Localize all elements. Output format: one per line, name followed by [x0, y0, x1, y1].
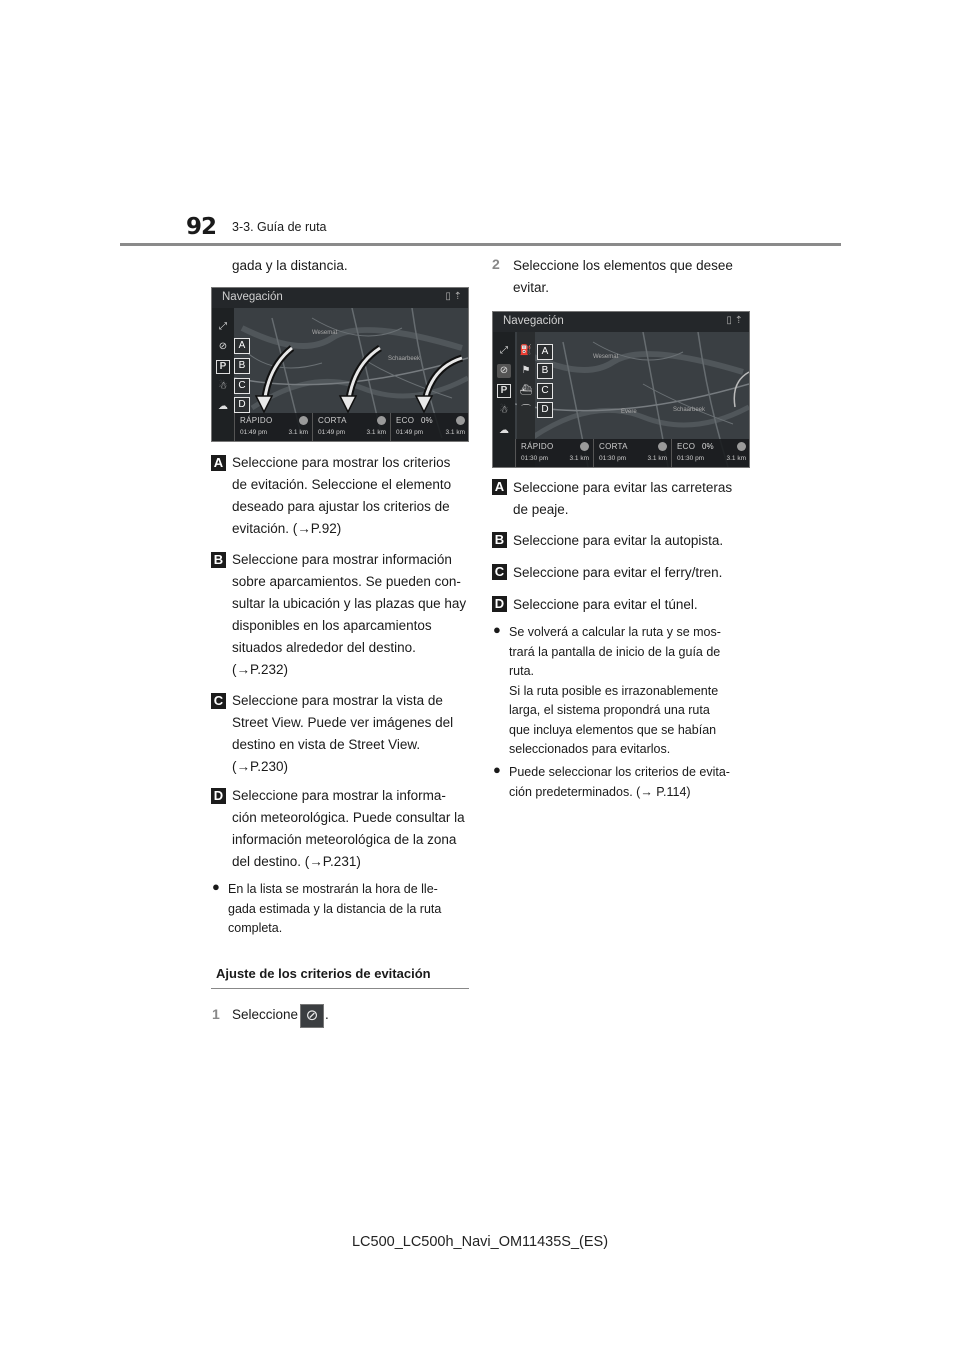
route-option-short[interactable] [593, 439, 671, 467]
route-distance: 3.1 km [445, 429, 465, 436]
route-time: 01:30 pm [677, 455, 705, 462]
motorway-icon[interactable]: ⚑ [521, 365, 531, 376]
document-footer: LC500_LC500h_Navi_OM11435S_(ES) [351, 1234, 609, 1250]
avoid-icon[interactable]: ⊘ [497, 364, 511, 378]
route-name: CORTA [599, 442, 628, 451]
route-icon [580, 442, 589, 451]
ferry-icon[interactable]: ⛴ [519, 385, 533, 396]
item-letter-a: A [211, 455, 226, 471]
toll-road-icon[interactable]: ⛽ [519, 345, 533, 356]
route-option-eco[interactable] [671, 439, 750, 467]
intro-text: gada y la distancia. [232, 258, 348, 273]
route-name: ECO [396, 416, 415, 425]
step-text: Seleccione [232, 1007, 299, 1022]
screen-title: Navegación [503, 315, 564, 327]
subheading: Ajuste de los criterios de evitación [216, 966, 431, 981]
item-text-b: Seleccione para evitar la autopista. [513, 533, 724, 548]
item-letter-b: B [211, 552, 226, 568]
map-town-label: Schaarbeek [388, 356, 421, 362]
bullet-text: Se volverá a calcular la ruta y se mos- trará la pantalla de inicio de la guía de ruta. Si la ruta posible es irrazonablemente larga, el sistema propondrá una ruta que incluya elementos que se habían seleccionados para evitarlos. [509, 625, 721, 756]
route-name: CORTA [318, 416, 347, 425]
screen-sidebar [493, 332, 515, 467]
callout-c: C [234, 378, 250, 394]
route-time: 01:30 pm [521, 455, 549, 462]
callout-c: C [537, 383, 553, 399]
step-text: Seleccione los elementos que desee evitar. [513, 258, 733, 295]
page-number: 92 [186, 214, 217, 240]
route-distance: 3.1 km [569, 455, 589, 462]
route-time: 01:30 pm [599, 455, 627, 462]
item-letter-d: D [492, 596, 507, 612]
bullet-text: Puede seleccionar los criterios de evita- ción predeterminados. (→ P.114) [509, 765, 730, 799]
avoid-button-icon: ⊘ [300, 1004, 324, 1028]
map-town-label: Schaarbeek [673, 407, 706, 413]
section-title: 3-3. Guía de ruta [232, 220, 327, 234]
nav-screen-left [211, 287, 469, 442]
parking-icon[interactable]: P [497, 384, 511, 398]
map-town-label: Wesemat [593, 354, 619, 360]
route-option-short[interactable] [312, 413, 390, 441]
route-option-eco[interactable] [390, 413, 469, 441]
signal-icon: ▯ ⇡ [726, 315, 743, 326]
route-icon [737, 442, 746, 451]
callout-b: B [537, 363, 553, 379]
tunnel-icon[interactable]: ⌒ [521, 405, 531, 416]
route-time: 01:49 pm [240, 429, 268, 436]
item-letter-d: D [211, 788, 226, 804]
screen-sidebar [212, 308, 234, 441]
weather-icon[interactable]: ☁ [499, 425, 509, 436]
item-text-d: Seleccione para mostrar la informa- ción meteorológica. Puede consultar la información meteorológica de la zona del destino. (→P.231) [232, 788, 465, 869]
route-icon [456, 416, 465, 425]
map-town-label: Evere [621, 409, 637, 415]
item-letter-c: C [211, 693, 226, 709]
bullet-dot: ● [212, 879, 220, 894]
route-eco-percent: 0% [702, 442, 714, 451]
route-name: RÁPIDO [521, 442, 554, 451]
route-name: RÁPIDO [240, 416, 273, 425]
route-distance: 3.1 km [366, 429, 386, 436]
step-text-end: . [325, 1007, 329, 1022]
expand-icon[interactable]: ⤢ [500, 345, 508, 356]
step-number: 1 [212, 1006, 220, 1022]
route-distance: 3.1 km [726, 455, 746, 462]
route-icon [658, 442, 667, 451]
subheading-rule [211, 988, 469, 989]
nav-screen-right [492, 311, 750, 468]
route-time: 01:49 pm [396, 429, 424, 436]
screen-header [212, 288, 468, 308]
item-text-a: Seleccione para evitar las carreteras de peaje. [513, 480, 733, 517]
bullet-dot: ● [493, 622, 501, 637]
avoid-icon[interactable]: ⊘ [218, 341, 228, 352]
map-town-label: Wesemat [312, 330, 338, 336]
route-time: 01:49 pm [318, 429, 346, 436]
screen-header [493, 312, 749, 332]
item-letter-c: C [492, 564, 507, 580]
route-option-fast[interactable] [515, 439, 593, 467]
callout-d: D [234, 397, 250, 413]
bullet-text: En la lista se mostrarán la hora de lle- gada estimada y la distancia de la ruta completa. [228, 882, 442, 935]
route-distance: 3.1 km [647, 455, 667, 462]
screen-title: Navegación [222, 291, 283, 303]
parking-icon[interactable]: P [216, 360, 230, 374]
callout-a: A [234, 338, 250, 354]
callout-a: A [537, 344, 553, 360]
street-view-icon[interactable]: ☃ [218, 381, 228, 392]
bullet-dot: ● [493, 762, 501, 777]
street-view-icon[interactable]: ☃ [499, 405, 509, 416]
weather-icon[interactable]: ☁ [218, 401, 228, 412]
route-distance: 3.1 km [288, 429, 308, 436]
route-icon [299, 416, 308, 425]
route-option-fast[interactable] [234, 413, 312, 441]
item-text-c: Seleccione para evitar el ferry/tren. [513, 565, 723, 580]
route-icon [377, 416, 386, 425]
step-number: 2 [492, 256, 500, 272]
callout-b: B [234, 358, 250, 374]
item-text-a: Seleccione para mostrar los criterios de evitación. Seleccione el elemento deseado para ajustar los criterios de evitación. (→P.92) [232, 455, 452, 536]
signal-icon: ▯ ⇡ [445, 291, 462, 302]
item-text-d: Seleccione para evitar el túnel. [513, 597, 698, 612]
route-name: ECO [677, 442, 696, 451]
expand-icon[interactable]: ⤢ [219, 321, 227, 332]
header-rule [120, 243, 841, 246]
item-text-b: Seleccione para mostrar información sobre aparcamientos. Se pueden con- sultar la ubicación y las plazas que hay disponibles en los aparcamientos situados alrededor del destino. (→P.232) [232, 552, 467, 677]
item-letter-b: B [492, 532, 507, 548]
item-letter-a: A [492, 479, 507, 495]
item-text-c: Seleccione para mostrar la vista de Street View. Puede ver imágenes del destino en vista de Street View. (→P.230) [232, 693, 454, 774]
route-eco-percent: 0% [421, 416, 433, 425]
callout-d: D [537, 402, 553, 418]
